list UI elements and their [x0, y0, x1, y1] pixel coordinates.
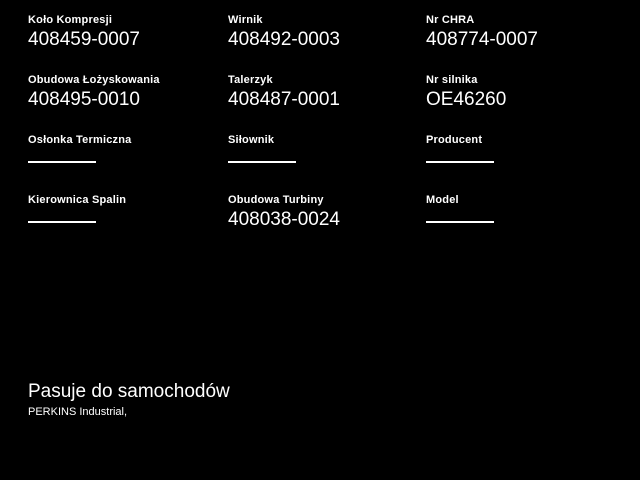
spec-cell-nr-chra: [426, 14, 618, 74]
fitment-vehicle-list: PERKINS Industrial,: [28, 406, 128, 418]
spec-label: Koło Kompresji: [28, 14, 113, 26]
spec-label: Nr silnika: [426, 74, 478, 86]
spec-cell-silownik: [228, 134, 426, 194]
spec-value: 408492-0003: [228, 29, 340, 50]
spec-label: Model: [426, 194, 459, 206]
spec-label: Siłownik: [228, 134, 275, 146]
spec-value-placeholder-dash: [28, 161, 96, 163]
spec-value: 408459-0007: [28, 29, 140, 50]
spec-value-placeholder-dash: [28, 221, 96, 223]
spec-cell-oslonka-termiczna: [28, 134, 228, 194]
spec-label: Kierownica Spalin: [28, 194, 127, 206]
spec-value: 408774-0007: [426, 29, 538, 50]
spec-label: Osłonka Termiczna: [28, 134, 132, 146]
specification-grid: [28, 14, 618, 254]
spec-cell-model: [426, 194, 618, 254]
spec-label: Wirnik: [228, 14, 263, 26]
spec-value: OE46260: [426, 89, 507, 110]
spec-label: Talerzyk: [228, 74, 273, 86]
spec-label: Obudowa Łożyskowania: [28, 74, 160, 86]
spec-cell-obudowa-turbiny: [228, 194, 426, 254]
spec-label: Nr CHRA: [426, 14, 475, 26]
spec-cell-kierownica-spalin: [28, 194, 228, 254]
spec-label: Producent: [426, 134, 483, 146]
spec-value-placeholder-dash: [426, 221, 494, 223]
spec-cell-wirnik: [228, 14, 426, 74]
spec-cell-kolo-kompresji: [28, 14, 228, 74]
spec-value-placeholder-dash: [426, 161, 494, 163]
spec-cell-obudowa-lozyskowania: [28, 74, 228, 134]
spec-label: Obudowa Turbiny: [228, 194, 324, 206]
spec-value-placeholder-dash: [228, 161, 296, 163]
spec-cell-producent: [426, 134, 618, 194]
fitment-title: Pasuje do samochodów: [28, 381, 230, 402]
spec-cell-nr-silnika: [426, 74, 618, 134]
spec-value: 408038-0024: [228, 209, 340, 230]
fitment-section: [28, 380, 588, 419]
spec-value: 408487-0001: [228, 89, 340, 110]
spec-value: 408495-0010: [28, 89, 140, 110]
spec-cell-talerzyk: [228, 74, 426, 134]
